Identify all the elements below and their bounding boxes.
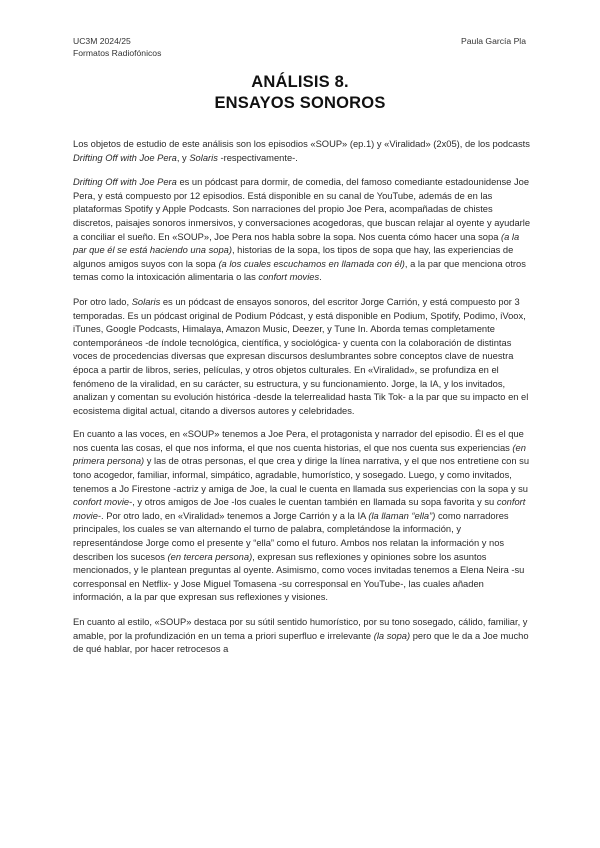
header-left: [73, 36, 161, 59]
italic-text: (la sopa): [373, 630, 411, 641]
italic-text: Solaris: [131, 296, 161, 307]
header-author: Paula García Pla: [461, 36, 526, 46]
italic-text: Solaris: [189, 152, 218, 163]
italic-text: confort movie: [73, 497, 526, 521]
header-course: Formatos Radiofónicos: [73, 47, 162, 58]
text-run: pero que le da a Joe mucho de qué hablar, por hacer retrocesos a: [73, 630, 529, 655]
italic-text: Drifting Off with Joe Pera: [73, 177, 177, 188]
text-run: , expresan sus reflexiones y opiniones sobre los asuntos mencionados, y le plantean preguntas al oyente. Asimismo, como voces invitadas tenemos a Elena Neira -su corresponsal en Netflix- y Jose Miguel Tomasena -su corresponsal en YouTube-, las cuales añaden información, a la par que expresan sus reflexiones y visiones.: [73, 551, 525, 603]
italic-text: (la llaman “ella”): [368, 510, 436, 521]
text-run: es un pódcast de ensayos sonoros, del escritor Jorge Carrión, y está compuesto por 3 temporadas. Es un pódcast original de Podium Pódcast, y está disponible en Podium, Spotify, Podimo, iVoox, iTunes, Google Podcasts, Himalaya, Amazon Music, Deezer, y Tune In. Aborda temas completamente contemporáneos -de índole tecnológica, científica, y sociológica- y cuenta con la colaboración de distintas voces de procedencias diversas que expresan discursos deslumbrantes sobre conceptos clave de nuestra época a partir de libros, series, películas, y otros objetos culturales. En «Viralidad», se profundiza en el fenómeno de la viralidad, en su carácter, su estructura, y su funcionamiento. Jorge, la IA, y los invitados, analizan y comentan su evolución histórica -desde la telerrealidad hasta Tik Tok- a la par que su impacto en el ecosistema digital actual, citando a diversos autores y celebridades.: [73, 296, 529, 416]
italic-text: Drifting Off with Joe Pera: [73, 152, 177, 163]
title-line-1: ANÁLISIS 8.: [251, 73, 349, 91]
header-institution: UC3M 2024/25: [73, 36, 131, 46]
paragraph: [73, 138, 531, 165]
text-run: , y: [176, 152, 190, 163]
italic-text: (a la par que él se está haciendo una sopa): [73, 231, 520, 256]
text-run: y las de otras personas, el que crea y dirige la línea narrativa, y el que nos entretiene con su tono acogedor, familiar, informal, simpático, agradable, humorístico, y sosegado. Luego, y como invitados, tenemos a Jo Firestone -actriz y amiga de Joe, la cual le cuenta en llamada sus experiencias con la sopa y su: [73, 456, 530, 494]
text-run: como narradores principales, los cuales se van alternando el turno de palabra, completándose la información, y representándose Jorge como el presente y “ella” como el futuro. Ambos nos relatan la información y nos describen los sucesos: [73, 510, 509, 562]
title-line-2: ENSAYOS SONOROS: [214, 94, 386, 112]
text-run: -. Por otro lado, en «Viralidad» tenemos a Jorge Carrión y a la IA: [97, 510, 369, 521]
italic-text: (a los cuales escuchamos en llamada con él): [218, 258, 405, 269]
paragraph: [73, 428, 531, 605]
page-title: [0, 72, 600, 114]
text-run: -respectivamente-.: [217, 152, 298, 163]
text-run: Los objetos de estudio de este análisis son los episodios «SOUP» (ep.1) y «Viralidad» (2x05), de los podcasts: [73, 139, 530, 149]
text-run: Por otro lado,: [73, 296, 132, 307]
text-run: .: [319, 272, 322, 283]
italic-text: confort movie: [73, 497, 130, 508]
text-run: En cuanto al estilo, «SOUP» destaca por su sútil sentido humorístico, por su tono sosegado, cálido, familiar, y amable, por la profundización en un tema a priori superfluo e irrelevante: [73, 617, 528, 641]
paragraph: [73, 176, 531, 285]
text-run: es un pódcast para dormir, de comedia, del famoso comediante estadounidense Joe Pera, y está compuesto por 12 episodios. Está disponible en su canal de YouTube, además de en las plataformas Spotify y Apple Podcasts. Son narraciones del propio Joe Pera, acompañadas de chistes discretos, paisajes sonoros inmersivos, y conversaciones acogedoras, que buscan relajar al oyente y ayudarle a conciliar el sueño. En «SOUP», Joe Pera nos habla sobre la sopa. Nos cuenta cómo hacer una sopa: [73, 177, 531, 242]
paragraph: [73, 296, 531, 418]
paragraph: [73, 616, 531, 657]
text-run: En cuanto a las voces, en «SOUP» tenemos a Joe Pera, el protagonista y narrador del episodio. Él es el que nos cuenta las cosas, el que nos informa, el que nos cuenta historias, el que nos cuenta sus experiencias: [73, 429, 524, 453]
document-body: [73, 138, 531, 668]
italic-text: confort movies: [258, 272, 320, 283]
text-run: , a la par que menciona otros temas como la intoxicación alimentaria o las: [73, 258, 526, 283]
italic-text: (en primera persona): [73, 442, 526, 467]
italic-text: (en tercera persona): [167, 551, 253, 562]
text-run: -, y otros amigos de Joe -los cuales le cuentan también en llamada su sopa favorita y su: [129, 497, 497, 508]
text-run: , historias de la sopa, los tipos de sopa que hay, las experiencias de algunos amigos suyos con la sopa: [73, 245, 514, 269]
